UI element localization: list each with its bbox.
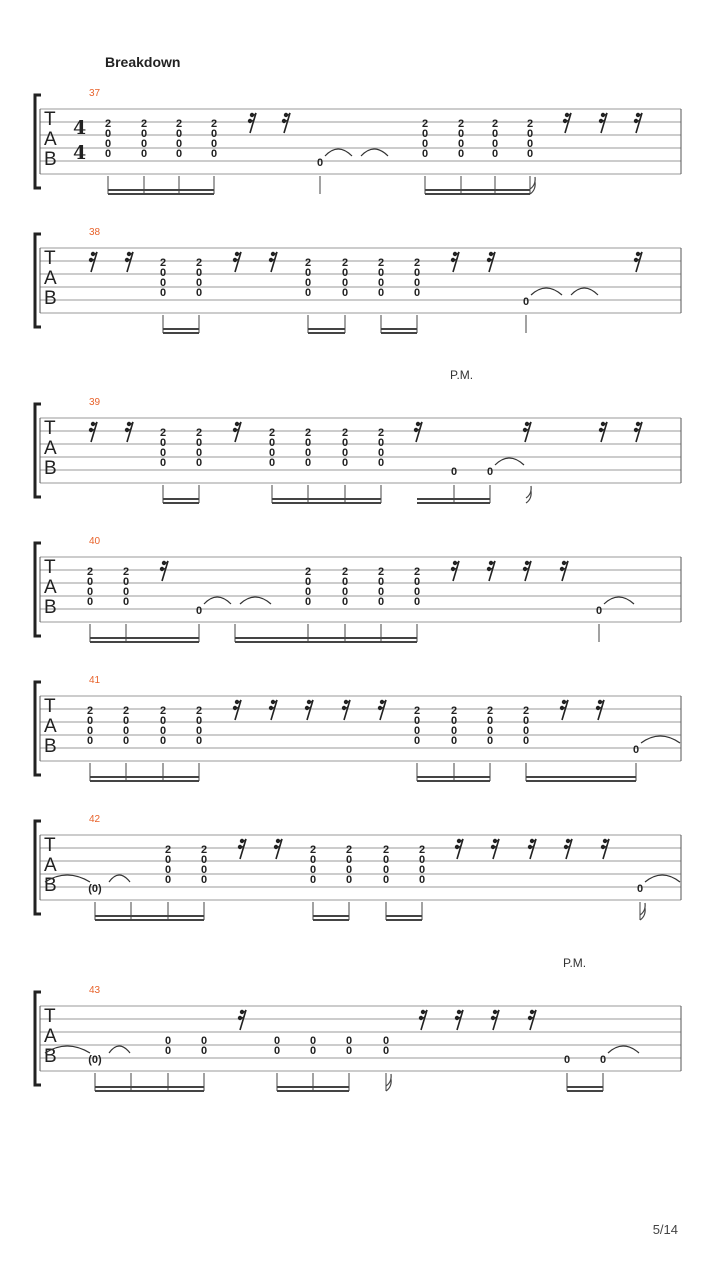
sixteenth-rest-icon <box>601 839 609 859</box>
sixteenth-rest-icon <box>125 252 133 272</box>
time-signature-top: 4 <box>73 117 87 139</box>
sixteenth-rest-icon <box>305 700 313 720</box>
sixteenth-rest-icon <box>487 561 495 581</box>
fret-number: 2 <box>450 705 458 717</box>
fret-number: 0 <box>195 277 203 289</box>
sixteenth-rest-icon <box>634 252 642 272</box>
fret-number: 0 <box>636 883 644 895</box>
fret-number: 2 <box>522 705 530 717</box>
fret-number: 2 <box>341 257 349 269</box>
sixteenth-rest-icon <box>560 700 568 720</box>
tie-arc <box>641 736 680 743</box>
fret-number: 0 <box>341 586 349 598</box>
fret-number: 0 <box>122 576 130 588</box>
tie-arc <box>645 875 680 882</box>
note-flag <box>526 486 531 503</box>
sixteenth-rest-icon <box>233 700 241 720</box>
fret-number: 2 <box>159 427 167 439</box>
sixteenth-rest-icon <box>560 561 568 581</box>
fret-number: 0 <box>450 715 458 727</box>
sixteenth-rest-icon <box>238 1010 246 1030</box>
fret-number: 0 <box>599 1054 607 1066</box>
fret-number: 0 <box>104 138 112 150</box>
fret-number: 0 <box>200 864 208 876</box>
fret-number: 0 <box>164 1045 172 1057</box>
tab-system-41 <box>0 673 720 783</box>
sixteenth-rest-icon <box>528 839 536 859</box>
fret-number: 0 <box>341 287 349 299</box>
fret-number: 2 <box>341 427 349 439</box>
tie-arc <box>571 288 598 295</box>
fret-number: 0 <box>450 466 458 478</box>
fret-number: 0 <box>377 267 385 279</box>
page-number: 5/14 <box>652 1222 678 1237</box>
fret-number: 0 <box>418 854 426 866</box>
fret-number: 2 <box>304 427 312 439</box>
fret-number: 0 <box>159 437 167 449</box>
fret-number: 0 <box>140 138 148 150</box>
tie-arc <box>604 597 634 604</box>
sixteenth-rest-icon <box>419 1010 427 1030</box>
fret-number: 0 <box>341 437 349 449</box>
fret-number: 0 <box>309 854 317 866</box>
fret-number: 0 <box>159 715 167 727</box>
tab-system-43 <box>0 983 720 1093</box>
fret-number: 0 <box>122 596 130 608</box>
fret-number: 2 <box>413 705 421 717</box>
fret-number: 2 <box>309 844 317 856</box>
note-flag <box>530 177 535 194</box>
sixteenth-rest-icon <box>342 700 350 720</box>
fret-number: 0 <box>341 447 349 459</box>
fret-number: 0 <box>210 138 218 150</box>
tab-clef-letter: A <box>44 716 57 737</box>
fret-number: 0 <box>210 148 218 160</box>
fret-number: 0 <box>159 725 167 737</box>
fret-number: 2 <box>486 705 494 717</box>
fret-number: 0 <box>195 447 203 459</box>
fret-number: 0 <box>200 874 208 886</box>
sixteenth-rest-icon <box>378 700 386 720</box>
tie-arc <box>325 149 352 156</box>
sixteenth-rest-icon <box>523 422 531 442</box>
fret-number: 0 <box>304 457 312 469</box>
fret-number: 0 <box>382 864 390 876</box>
fret-number: 0 <box>268 457 276 469</box>
fret-number: 0 <box>526 138 534 150</box>
tie-arc <box>495 458 524 465</box>
fret-number: 0 <box>304 596 312 608</box>
fret-number: 0 <box>345 864 353 876</box>
fret-number: 2 <box>195 705 203 717</box>
fret-number: 2 <box>175 118 183 130</box>
fret-number: 2 <box>268 427 276 439</box>
fret-number: 0 <box>377 437 385 449</box>
tab-clef-letter: B <box>44 1046 57 1067</box>
fret-number: 0 <box>341 596 349 608</box>
fret-number: 0 <box>345 854 353 866</box>
sixteenth-rest-icon <box>451 252 459 272</box>
measure-number: 42 <box>89 814 101 825</box>
fret-number: 2 <box>382 844 390 856</box>
fret-number: 0 <box>457 128 465 140</box>
tab-system-42 <box>0 812 720 922</box>
fret-number: 0 <box>382 1035 390 1047</box>
fret-number: 0 <box>195 735 203 747</box>
fret-number: 0 <box>413 715 421 727</box>
fret-number: 0 <box>304 277 312 289</box>
fret-number: 0 <box>377 596 385 608</box>
fret-number: 0 <box>159 457 167 469</box>
fret-number: 0 <box>421 148 429 160</box>
fret-number: 0 <box>104 128 112 140</box>
tab-clef-letter: B <box>44 736 57 757</box>
fret-number: 2 <box>200 844 208 856</box>
fret-number: 2 <box>413 566 421 578</box>
fret-number: 2 <box>86 705 94 717</box>
fret-number: 0 <box>86 735 94 747</box>
measure-number: 39 <box>89 397 101 408</box>
fret-number: 0 <box>413 735 421 747</box>
sixteenth-rest-icon <box>233 422 241 442</box>
palm-mute-label: P.M. <box>450 368 474 382</box>
fret-number: 2 <box>341 566 349 578</box>
tab-clef-letter: A <box>44 1026 57 1047</box>
fret-number: 2 <box>421 118 429 130</box>
tab-system-37 <box>0 86 720 196</box>
fret-number: 2 <box>413 257 421 269</box>
measure-number: 43 <box>89 985 101 996</box>
fret-number: 0 <box>377 287 385 299</box>
fret-number: 0 <box>486 466 494 478</box>
tab-clef-letter: T <box>44 248 56 269</box>
fret-number: 0 <box>345 1035 353 1047</box>
fret-number: 0 <box>486 725 494 737</box>
fret-number: (0) <box>88 1054 102 1066</box>
fret-number: 0 <box>413 267 421 279</box>
fret-number: 0 <box>457 148 465 160</box>
fret-number: 0 <box>200 1035 208 1047</box>
tie-arc <box>240 597 271 604</box>
fret-number: 0 <box>450 725 458 737</box>
fret-number: 0 <box>341 576 349 588</box>
fret-number: 0 <box>159 277 167 289</box>
fret-number: 0 <box>195 605 203 617</box>
sixteenth-rest-icon <box>282 113 290 133</box>
fret-number: 0 <box>486 715 494 727</box>
fret-number: 0 <box>164 1035 172 1047</box>
fret-number: 0 <box>413 586 421 598</box>
measure-number: 40 <box>89 536 101 547</box>
fret-number: 0 <box>413 277 421 289</box>
fret-number: 0 <box>377 457 385 469</box>
fret-number: 0 <box>316 157 324 169</box>
sixteenth-rest-icon <box>599 113 607 133</box>
fret-number: 0 <box>159 287 167 299</box>
tab-clef-letter: B <box>44 149 57 170</box>
sixteenth-rest-icon <box>269 700 277 720</box>
fret-number: 0 <box>164 864 172 876</box>
note-flag <box>640 903 645 920</box>
fret-number: 0 <box>200 1045 208 1057</box>
fret-number: 2 <box>104 118 112 130</box>
fret-number: 0 <box>486 735 494 747</box>
sixteenth-rest-icon <box>233 252 241 272</box>
fret-number: 0 <box>268 437 276 449</box>
fret-number: 0 <box>526 148 534 160</box>
tab-clef-letter: B <box>44 597 57 618</box>
fret-number: 0 <box>195 287 203 299</box>
sixteenth-rest-icon <box>563 113 571 133</box>
fret-number: 0 <box>164 854 172 866</box>
sixteenth-rest-icon <box>599 422 607 442</box>
sixteenth-rest-icon <box>523 561 531 581</box>
tab-clef-letter: B <box>44 458 57 479</box>
fret-number: 0 <box>522 715 530 727</box>
sixteenth-rest-icon <box>414 422 422 442</box>
fret-number: 2 <box>304 566 312 578</box>
tab-clef-letter: T <box>44 418 56 439</box>
sixteenth-rest-icon <box>596 700 604 720</box>
fret-number: 0 <box>304 576 312 588</box>
fret-number: 0 <box>491 128 499 140</box>
sixteenth-rest-icon <box>528 1010 536 1030</box>
tab-system-38 <box>0 225 720 335</box>
fret-number: 0 <box>273 1045 281 1057</box>
tab-system-40 <box>0 534 720 644</box>
fret-number: 0 <box>522 725 530 737</box>
fret-number: 0 <box>421 128 429 140</box>
fret-number: 0 <box>418 874 426 886</box>
section-title: Breakdown <box>105 54 181 70</box>
fret-number: 2 <box>140 118 148 130</box>
fret-number: 0 <box>195 437 203 449</box>
tie-arc <box>109 1046 130 1053</box>
sixteenth-rest-icon <box>634 422 642 442</box>
tab-clef-letter: T <box>44 696 56 717</box>
fret-number: 0 <box>309 1045 317 1057</box>
tab-clef-letter: T <box>44 835 56 856</box>
fret-number: 2 <box>418 844 426 856</box>
fret-number: 0 <box>268 447 276 459</box>
fret-number: 0 <box>345 1045 353 1057</box>
tie-arc <box>531 288 562 295</box>
fret-number: 2 <box>164 844 172 856</box>
fret-number: 2 <box>377 257 385 269</box>
fret-number: 0 <box>86 715 94 727</box>
fret-number: 0 <box>140 148 148 160</box>
fret-number: 0 <box>413 725 421 737</box>
fret-number: 0 <box>382 1045 390 1057</box>
sixteenth-rest-icon <box>269 252 277 272</box>
fret-number: 0 <box>159 267 167 279</box>
fret-number: 0 <box>175 138 183 150</box>
fret-number: 0 <box>86 586 94 598</box>
fret-number: 0 <box>522 296 530 308</box>
fret-number: 0 <box>341 457 349 469</box>
sixteenth-rest-icon <box>160 561 168 581</box>
fret-number: 0 <box>595 605 603 617</box>
measure-number: 38 <box>89 227 101 238</box>
fret-number: (0) <box>88 883 102 895</box>
sixteenth-rest-icon <box>125 422 133 442</box>
fret-number: 0 <box>304 267 312 279</box>
fret-number: 0 <box>345 874 353 886</box>
fret-number: 0 <box>491 138 499 150</box>
fret-number: 0 <box>122 715 130 727</box>
fret-number: 0 <box>104 148 112 160</box>
fret-number: 2 <box>377 427 385 439</box>
measure-number: 41 <box>89 675 101 686</box>
fret-number: 0 <box>309 874 317 886</box>
fret-number: 0 <box>377 576 385 588</box>
fret-number: 0 <box>377 447 385 459</box>
fret-number: 0 <box>304 287 312 299</box>
tie-arc <box>361 149 388 156</box>
fret-number: 0 <box>450 735 458 747</box>
fret-number: 0 <box>309 1035 317 1047</box>
fret-number: 0 <box>122 725 130 737</box>
fret-number: 0 <box>86 725 94 737</box>
fret-number: 2 <box>210 118 218 130</box>
fret-number: 2 <box>345 844 353 856</box>
fret-number: 0 <box>522 735 530 747</box>
fret-number: 0 <box>122 586 130 598</box>
fret-number: 0 <box>195 267 203 279</box>
fret-number: 0 <box>195 457 203 469</box>
sixteenth-rest-icon <box>634 113 642 133</box>
fret-number: 0 <box>491 148 499 160</box>
fret-number: 0 <box>195 715 203 727</box>
tab-system-39 <box>0 395 720 505</box>
tab-clef-letter: A <box>44 438 57 459</box>
tab-clef-letter: A <box>44 268 57 289</box>
fret-number: 0 <box>563 1054 571 1066</box>
fret-number: 2 <box>159 705 167 717</box>
fret-number: 0 <box>309 864 317 876</box>
fret-number: 2 <box>304 257 312 269</box>
fret-number: 2 <box>122 705 130 717</box>
fret-number: 0 <box>86 576 94 588</box>
sixteenth-rest-icon <box>487 252 495 272</box>
sixteenth-rest-icon <box>89 422 97 442</box>
fret-number: 2 <box>122 566 130 578</box>
tab-clef-letter: B <box>44 875 57 896</box>
fret-number: 0 <box>195 725 203 737</box>
fret-number: 2 <box>195 257 203 269</box>
sixteenth-rest-icon <box>491 1010 499 1030</box>
fret-number: 0 <box>140 128 148 140</box>
fret-number: 2 <box>159 257 167 269</box>
tie-arc <box>608 1046 639 1053</box>
fret-number: 0 <box>122 735 130 747</box>
measure-number: 37 <box>89 88 101 99</box>
fret-number: 0 <box>382 854 390 866</box>
fret-number: 0 <box>175 148 183 160</box>
fret-number: 0 <box>304 447 312 459</box>
tab-clef-letter: A <box>44 855 57 876</box>
tab-clef-letter: A <box>44 129 57 150</box>
note-flag <box>386 1074 391 1091</box>
sixteenth-rest-icon <box>564 839 572 859</box>
fret-number: 0 <box>273 1035 281 1047</box>
palm-mute-label: P.M. <box>563 956 587 970</box>
sixteenth-rest-icon <box>238 839 246 859</box>
fret-number: 0 <box>632 744 640 756</box>
fret-number: 2 <box>377 566 385 578</box>
fret-number: 0 <box>457 138 465 150</box>
fret-number: 0 <box>413 287 421 299</box>
fret-number: 0 <box>382 874 390 886</box>
fret-number: 0 <box>304 437 312 449</box>
fret-number: 2 <box>195 427 203 439</box>
tab-clef-letter: T <box>44 109 56 130</box>
sixteenth-rest-icon <box>491 839 499 859</box>
fret-number: 0 <box>413 576 421 588</box>
sixteenth-rest-icon <box>89 252 97 272</box>
fret-number: 0 <box>413 596 421 608</box>
fret-number: 2 <box>526 118 534 130</box>
sixteenth-rest-icon <box>455 1010 463 1030</box>
sixteenth-rest-icon <box>455 839 463 859</box>
fret-number: 0 <box>341 277 349 289</box>
fret-number: 2 <box>491 118 499 130</box>
sixteenth-rest-icon <box>274 839 282 859</box>
fret-number: 0 <box>526 128 534 140</box>
fret-number: 2 <box>457 118 465 130</box>
time-signature-bottom: 4 <box>73 142 87 164</box>
fret-number: 0 <box>377 586 385 598</box>
fret-number: 0 <box>377 277 385 289</box>
fret-number: 0 <box>86 596 94 608</box>
tie-arc <box>109 875 130 882</box>
sixteenth-rest-icon <box>451 561 459 581</box>
fret-number: 0 <box>210 128 218 140</box>
fret-number: 0 <box>175 128 183 140</box>
fret-number: 0 <box>418 864 426 876</box>
fret-number: 0 <box>159 447 167 459</box>
tie-arc <box>204 597 231 604</box>
fret-number: 0 <box>304 586 312 598</box>
fret-number: 0 <box>164 874 172 886</box>
fret-number: 0 <box>159 735 167 747</box>
fret-number: 0 <box>200 854 208 866</box>
sixteenth-rest-icon <box>248 113 256 133</box>
fret-number: 0 <box>421 138 429 150</box>
tab-clef-letter: A <box>44 577 57 598</box>
fret-number: 2 <box>86 566 94 578</box>
tab-clef-letter: T <box>44 1006 56 1027</box>
fret-number: 0 <box>341 267 349 279</box>
tab-clef-letter: B <box>44 288 57 309</box>
tab-clef-letter: T <box>44 557 56 578</box>
